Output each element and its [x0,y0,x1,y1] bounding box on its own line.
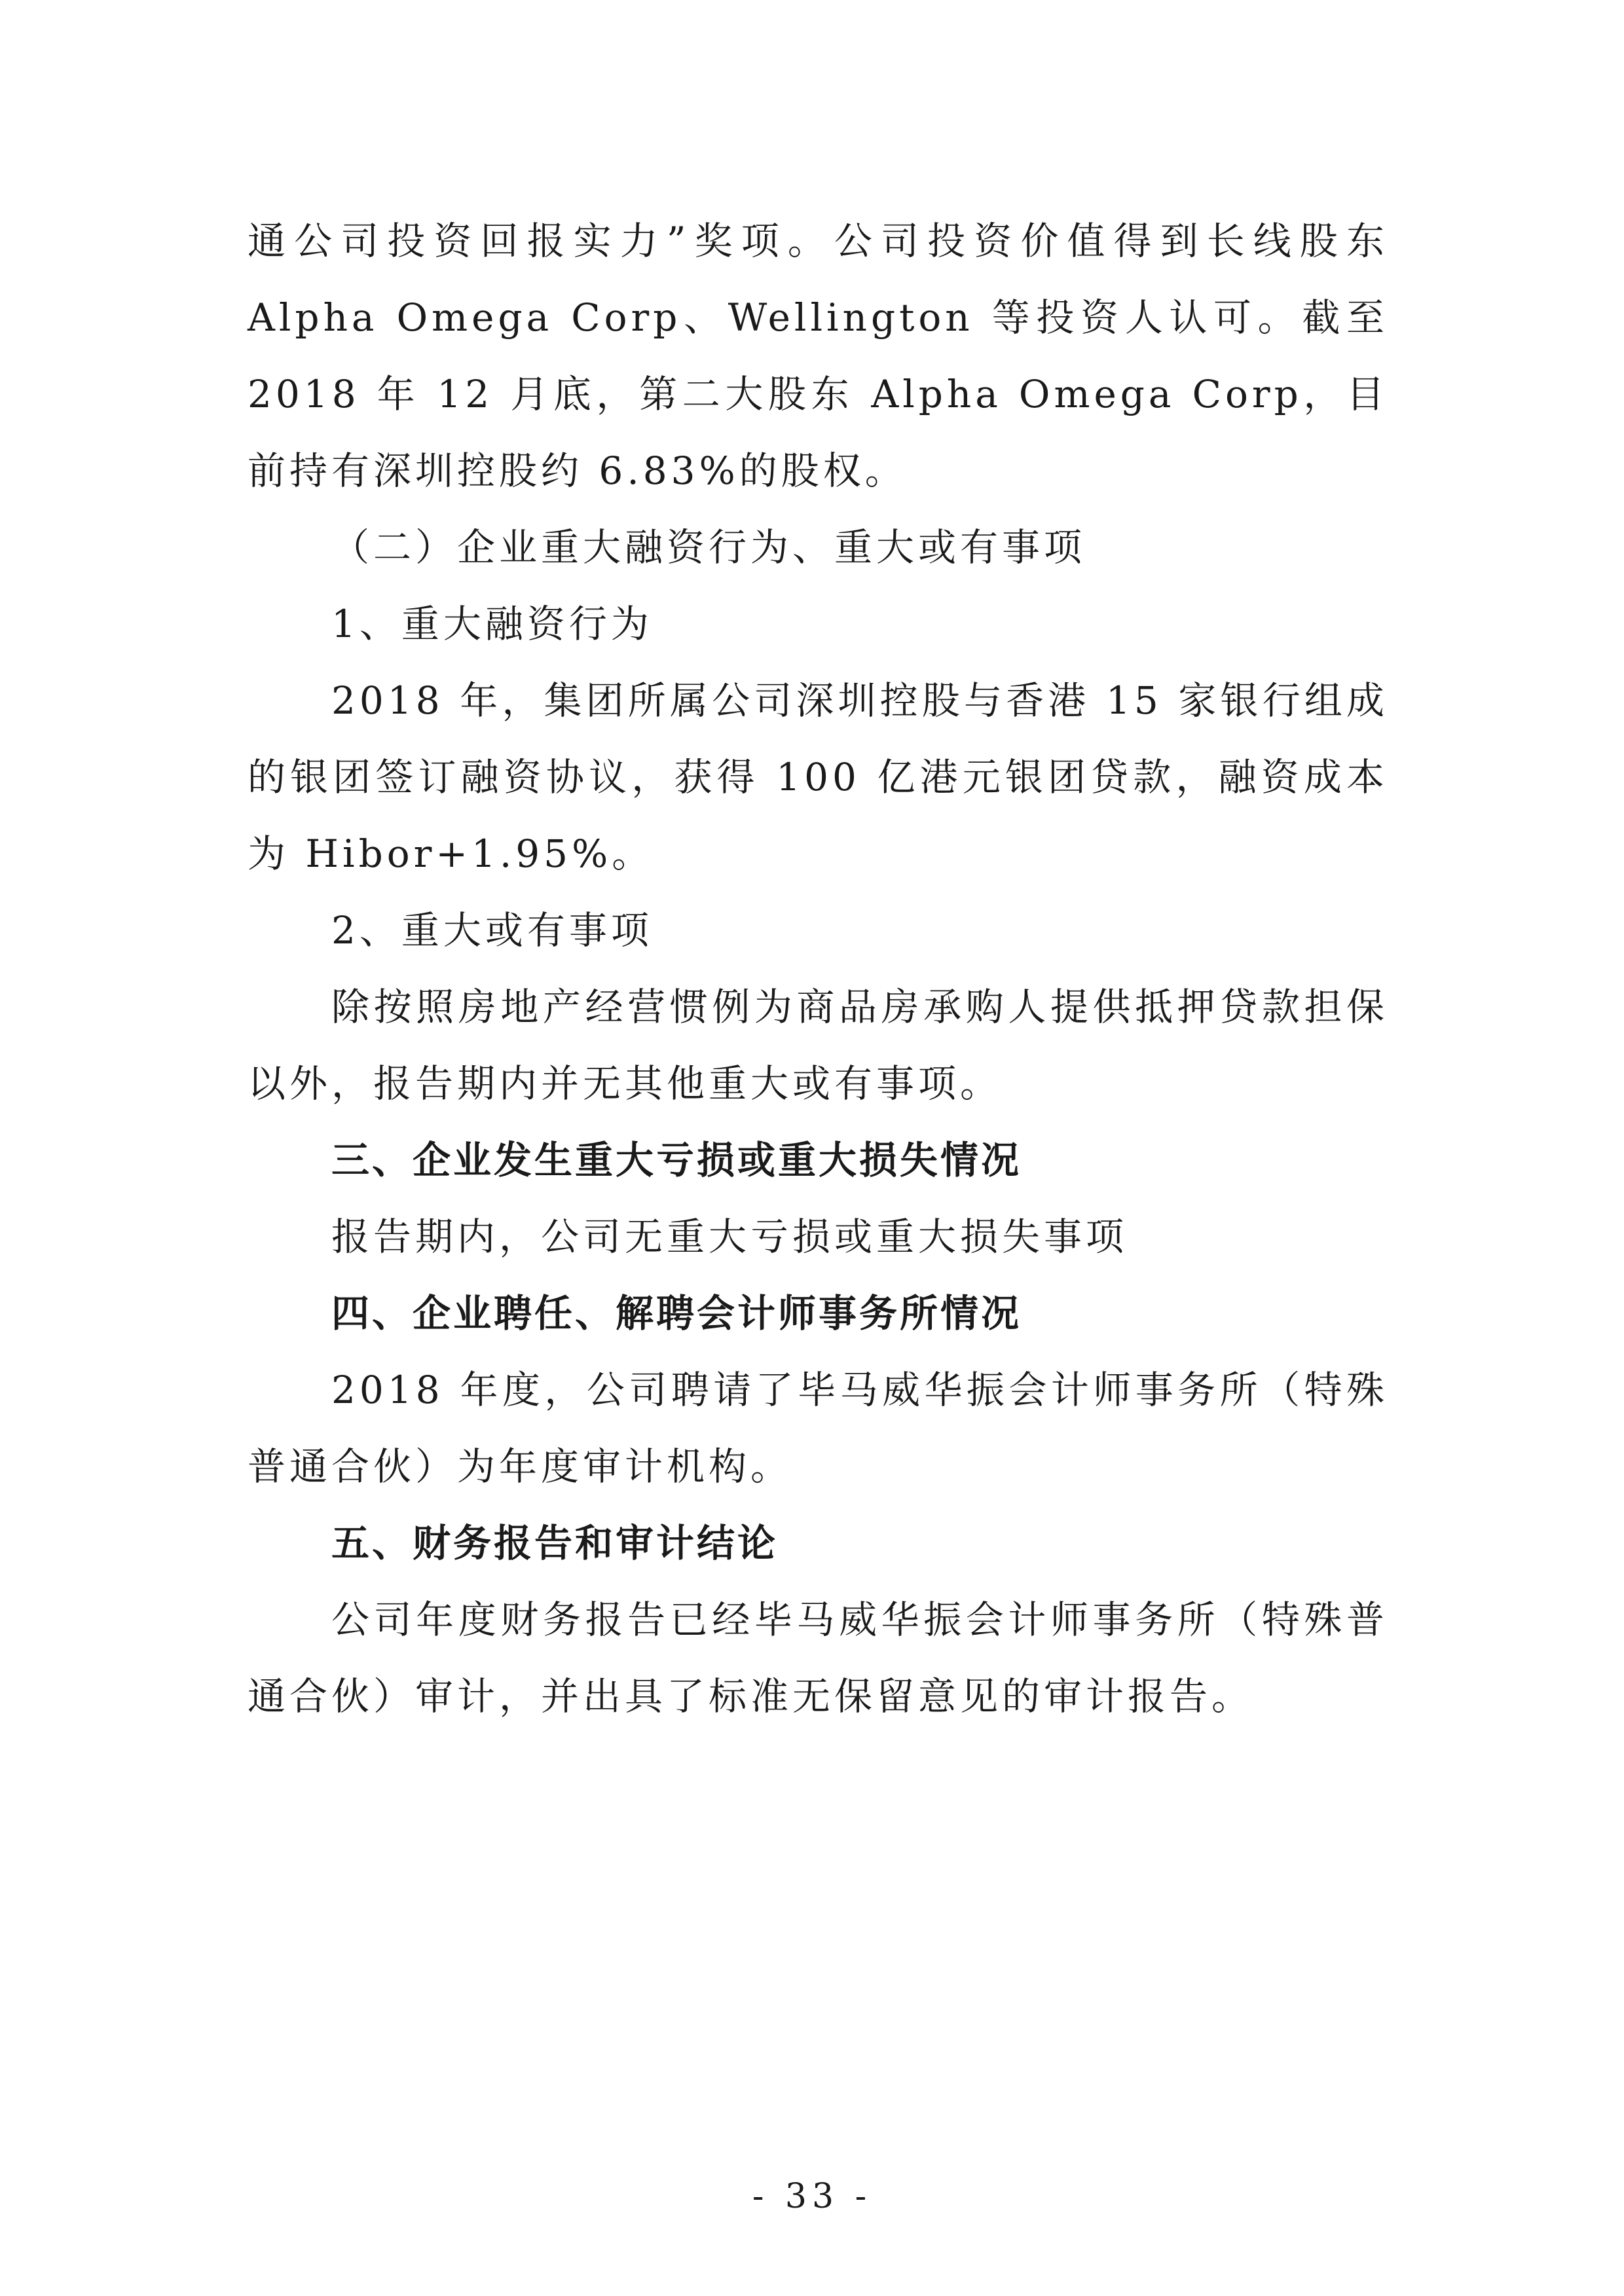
body-paragraph: 报告期内，公司无重大亏损或重大损失事项 [331,1214,1128,1259]
body-paragraph: 通公司投资回报实力”奖项。公司投资价值得到长线股东Alpha Omega Corp、Wellington 等投资人认可。截至 2018 年 12 月底，第二大股东 Alpha Omega Corp，目前持有深圳控股约 6.83%的股权。 [248,219,1388,493]
body-paragraph: 2018 年度，公司聘请了毕马威华振会计师事务所（特殊普通合伙）为年度审计机构。 [248,1368,1388,1489]
body-paragraph: 公司年度财务报告已经毕马威华振会计师事务所（特殊普通合伙）审计，并出具了标准无保留意见的审计报告。 [248,1597,1388,1719]
body-paragraph: 除按照房地产经营惯例为商品房承购人提供抵押贷款担保以外，报告期内并无其他重大或有事项。 [248,985,1388,1106]
section-heading: 三、企业发生重大亏损或重大损失情况 [331,1138,1022,1182]
section-heading: 四、企业聘任、解聘会计师事务所情况 [331,1291,1022,1336]
page-number: - 33 - [752,2177,872,2216]
section-heading: 五、财务报告和审计结论 [331,1521,779,1565]
item-heading: 2、重大或有事项 [331,908,653,953]
document-body [248,203,1388,1735]
item-heading: 1、重大融资行为 [331,602,653,646]
section-subheading: （二）企业重大融资行为、重大或有事项 [331,525,1086,570]
body-paragraph: 2018 年，集团所属公司深圳控股与香港 15 家银行组成的银团签订融资协议，获得 100 亿港元银团贷款，融资成本为 Hibor+1.95%。 [248,678,1388,876]
